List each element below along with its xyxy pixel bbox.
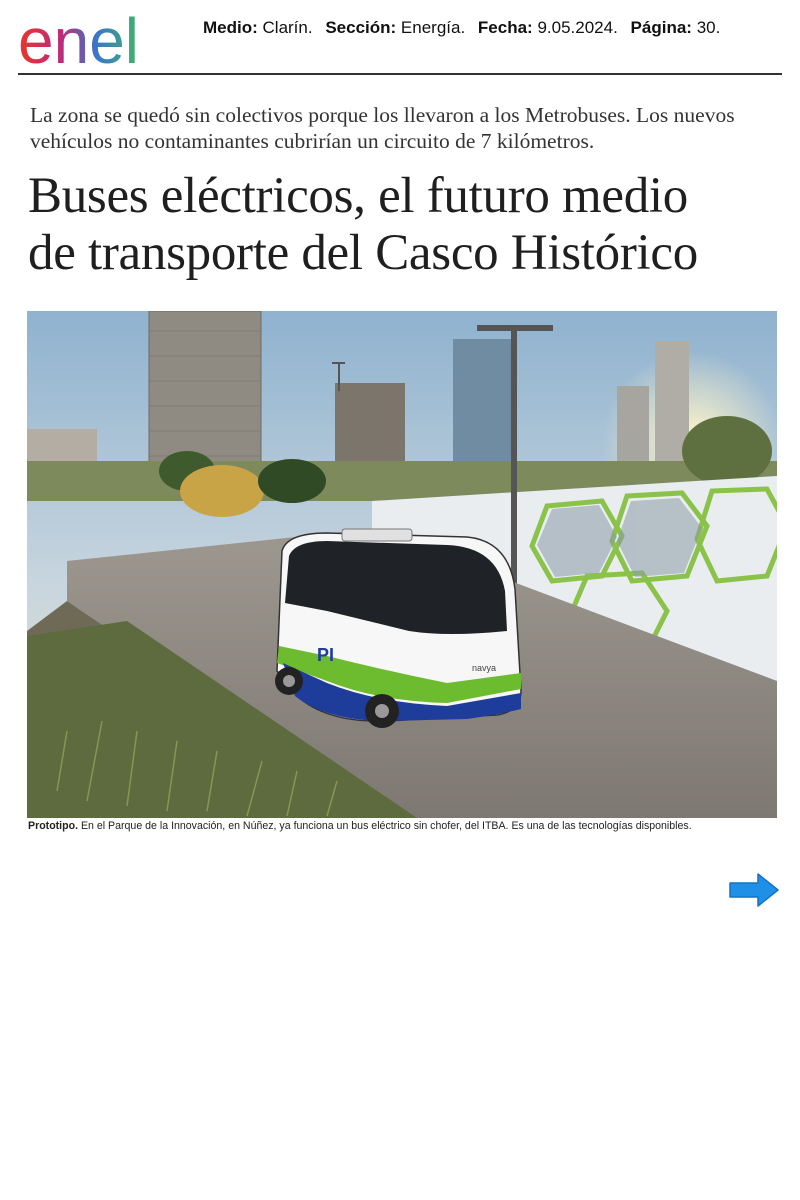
seccion-value: Energía. bbox=[400, 18, 466, 37]
caption-lead: Prototipo. bbox=[28, 820, 79, 832]
svg-text:navya: navya bbox=[472, 663, 497, 673]
headline-line-2: de transporte del Casco Histórico bbox=[28, 225, 698, 281]
article-subhead: La zona se quedó sin colectivos porque los llevaron a los Metrobuses. Los nuevos vehículos no contaminantes cubrirían un circuito de 7 kilómetros. bbox=[30, 103, 735, 153]
fecha-label: Fecha: bbox=[477, 18, 533, 37]
svg-text:PI: PI bbox=[317, 645, 335, 665]
photo-caption bbox=[28, 820, 788, 832]
fecha-value: 9.05.2024. bbox=[537, 18, 618, 37]
article-headline bbox=[28, 168, 788, 282]
pagina-value: 30. bbox=[696, 18, 721, 37]
electric-bus bbox=[275, 529, 521, 728]
headline-line-1: Buses eléctricos, el futuro medio bbox=[28, 168, 688, 224]
caption-text: En el Parque de la Innovación, en Núñez, ya funciona un bus eléctrico sin chofer, del ITBA. Es una de las tecnologías disponibles. bbox=[78, 820, 692, 832]
enel-logo bbox=[18, 8, 180, 70]
pagina-label: Página: bbox=[630, 18, 692, 37]
right-arrow-icon[interactable] bbox=[728, 872, 780, 908]
article-photo bbox=[27, 311, 777, 818]
medio-value: Clarín. bbox=[262, 18, 313, 37]
medio-label: Medio: bbox=[203, 18, 258, 37]
seccion-label: Sección: bbox=[325, 18, 397, 37]
publication-meta bbox=[203, 18, 720, 38]
header-divider bbox=[18, 73, 782, 75]
svg-text:enel: enel bbox=[18, 8, 139, 70]
